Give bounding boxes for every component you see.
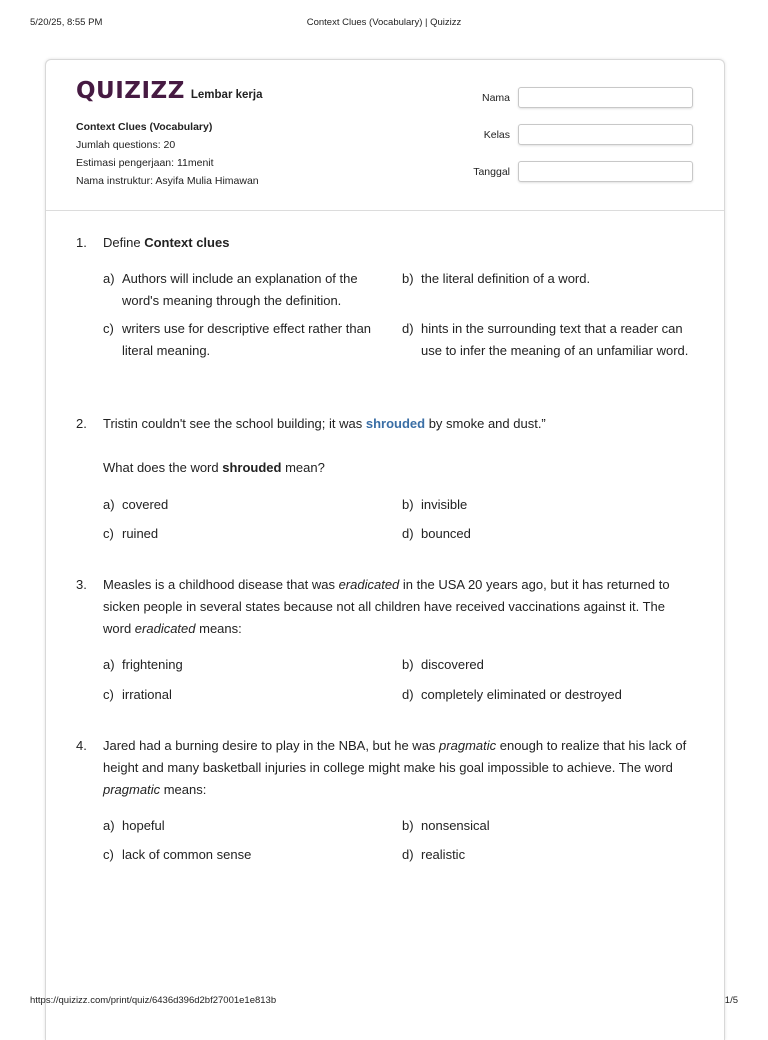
- print-header: [30, 17, 738, 28]
- name-input[interactable]: [518, 87, 693, 108]
- question-count: Jumlah questions: 20: [76, 139, 176, 151]
- page-number: 1/5: [724, 995, 738, 1006]
- logo-row: [76, 80, 263, 103]
- question-number: 4.: [76, 738, 87, 753]
- question-number: 3.: [76, 577, 87, 592]
- class-field-row: [450, 124, 693, 145]
- date-input[interactable]: [518, 161, 693, 182]
- question-text: Jared had a burning desire to play in the NBA, but he was pragmatic enough to realize that his lack of height and many basketball injuries in college might make his goal impossible to achieve. The word pragmatic means:: [103, 738, 687, 797]
- question-2: 2. Tristin couldn't see the school building; it was shrouded by smoke and dust.” What does the word shrouded mean? a) covered b) invisible c) ruined d) bounced: [76, 413, 696, 543]
- class-input[interactable]: [518, 124, 693, 145]
- question-4: 4. Jared had a burning desire to play in the NBA, but he was pragmatic enough to realize that his lack of height and many basketball injuries in college might make his goal impossible to achieve. The word pragmatic means: a) hopeful b) nonsensical c) lack of common sense d) realistic: [76, 735, 696, 865]
- question-1: 1. Define Context clues a) Authors will include an explanation of the word's meaning through the definition. b) the literal definition of a word. c) writers use for descriptive effect rather than literal meaning. d) hints in the surrounding text that a reader can use to infer the meaning of an unfamiliar word.: [76, 232, 696, 382]
- date-field-row: [450, 161, 693, 182]
- instructor-name: Nama instruktur: Asyifa Mulia Himawan: [76, 175, 259, 187]
- question-text: Measles is a childhood disease that was eradicated in the USA 20 years ago, but it has returned to sicken people in several states because not all children have received vaccinations against it. The word eradicated means:: [103, 577, 670, 636]
- worksheet-label: Lembar kerja: [190, 89, 263, 101]
- time-estimate: Estimasi pengerjaan: 11menit: [76, 157, 214, 169]
- print-title: Context Clues (Vocabulary) | Quizizz: [306, 17, 462, 28]
- question-prompt: What does the word shrouded mean?: [103, 460, 325, 475]
- question-number: 2.: [76, 416, 87, 431]
- question-text: Define Context clues: [103, 235, 230, 250]
- question-3: 3. Measles is a childhood disease that was eradicated in the USA 20 years ago, but it has returned to sicken people in several states because not all children have received vaccinations against it. The word eradicated means: a) frightening b) discovered c) irrational d) completely eliminated or destroyed: [76, 574, 696, 704]
- name-field-row: [450, 87, 693, 108]
- quizizz-logo: QUIZIZZ: [76, 78, 185, 104]
- quiz-meta: [76, 118, 259, 190]
- date-label: Tanggal: [473, 165, 510, 178]
- class-label: Kelas: [483, 128, 510, 141]
- quiz-title: Context Clues (Vocabulary): [76, 121, 213, 133]
- worksheet: [45, 59, 725, 1040]
- question-number: 1.: [76, 235, 87, 250]
- name-label: Nama: [481, 91, 510, 104]
- question-text: Tristin couldn't see the school building; it was shrouded by smoke and dust.”: [103, 416, 546, 431]
- worksheet-header: [46, 60, 724, 211]
- print-datetime: 5/20/25, 8:55 PM: [30, 17, 103, 28]
- print-footer: [30, 995, 738, 1006]
- print-url[interactable]: https://quizizz.com/print/quiz/6436d396d2bf27001e1e813b: [30, 995, 277, 1006]
